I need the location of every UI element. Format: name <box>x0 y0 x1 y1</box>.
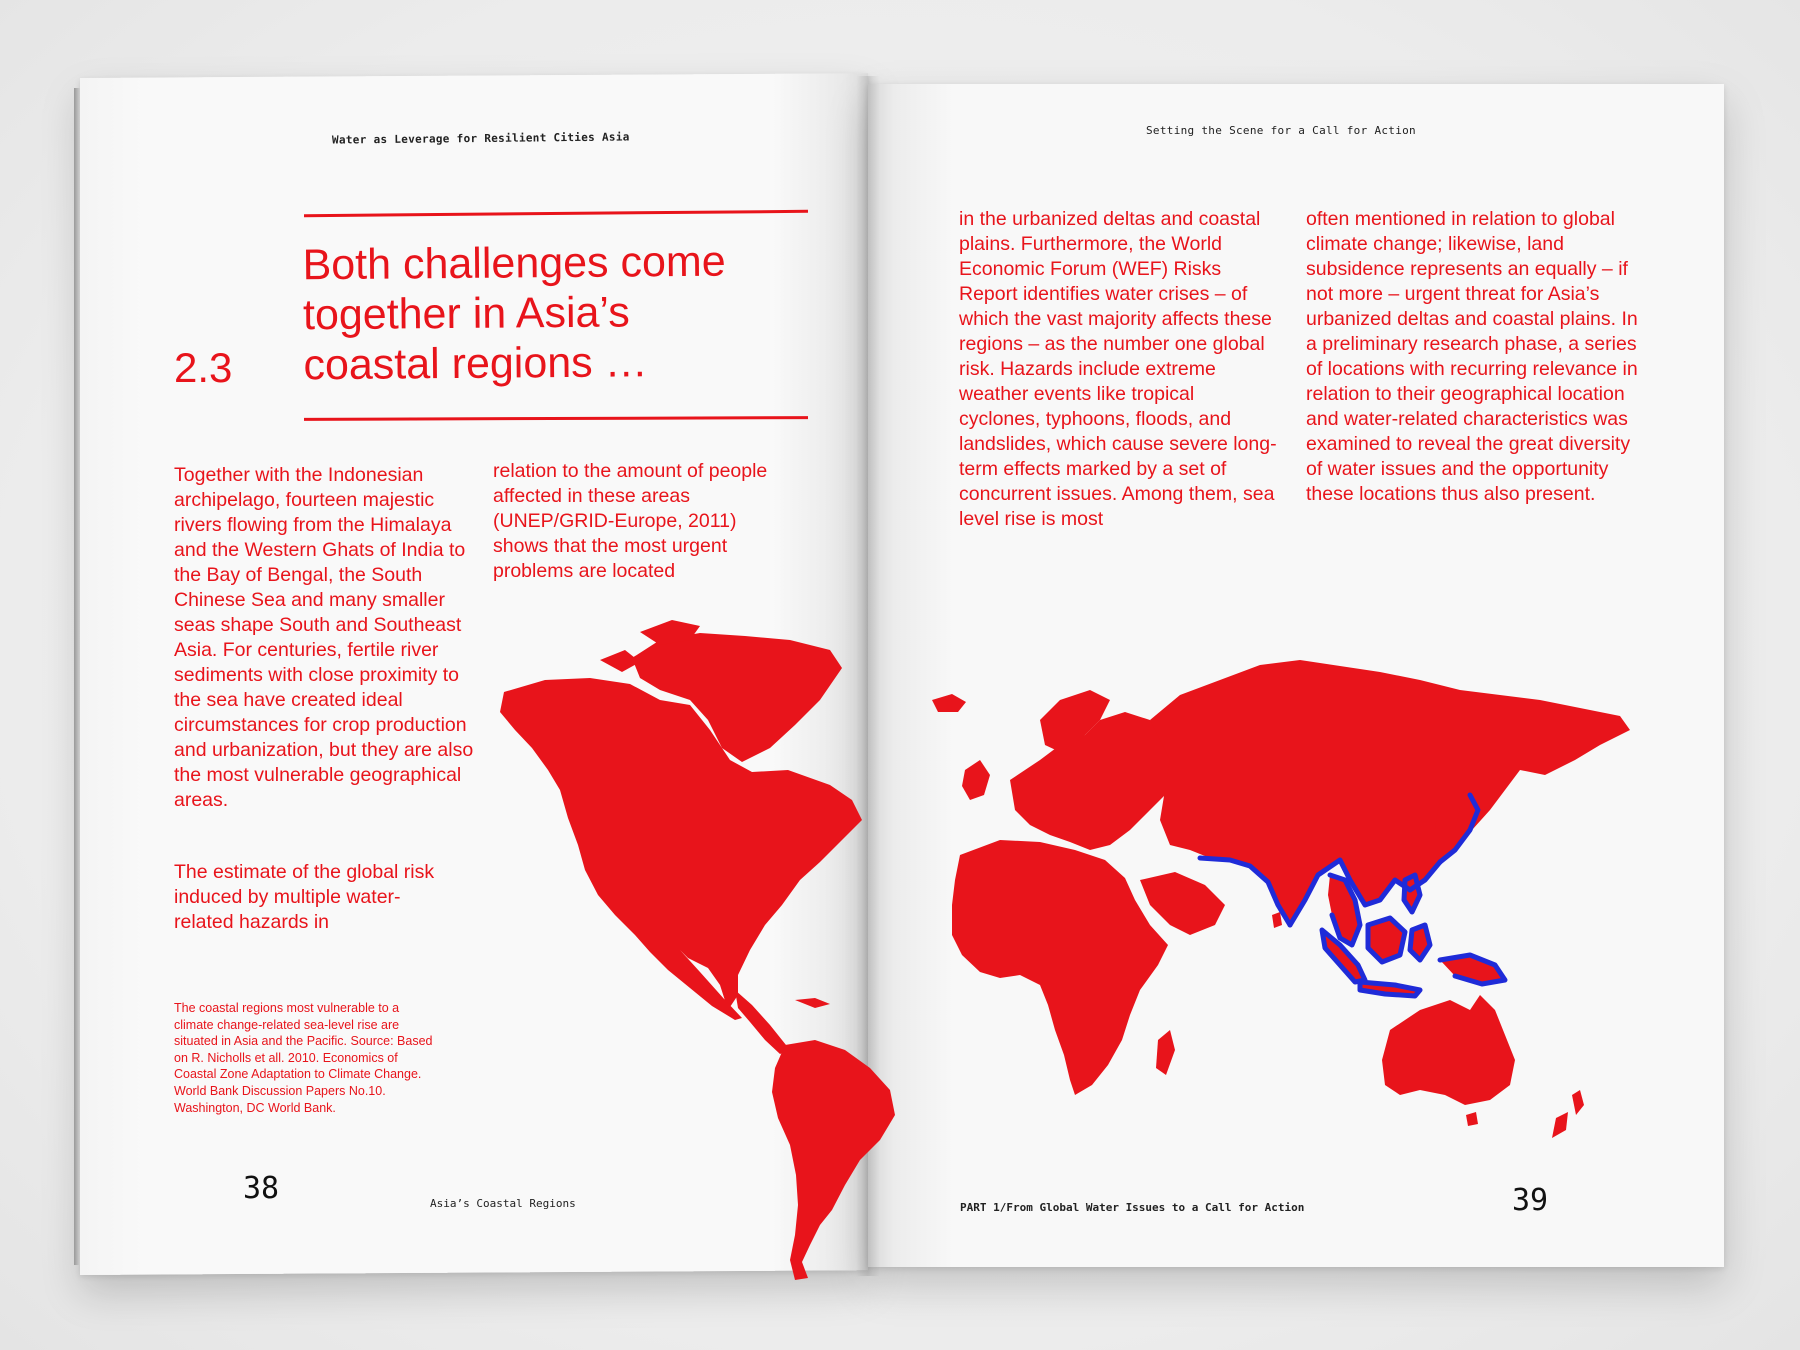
heading-line-3: coastal regions … <box>303 338 648 390</box>
right-running-head: Setting the Scene for a Call for Action <box>1146 124 1416 137</box>
left-page-number: 38 <box>243 1171 280 1206</box>
left-column-1-paragraph-1: Together with the Indonesian archipelago, fourteen majestic rivers flowing from the Himalaya and the Western Ghats of India to the Bay of Bengal, the South Chinese Sea and many smaller seas shape South and Southeast Asia. For centuries, fertile river sediments with close proximity to the sea have created ideal circumstances for crop production and urbanization, but they are also the most vulnerable geographical areas. <box>174 464 474 811</box>
left-column-2: relation to the amount of people affected in these areas (UNEP/GRID-Europe, 2011) shows that the most urgent problems are located <box>493 460 768 582</box>
right-column-2: often mentioned in relation to global climate change; likewise, land subsidence represents an equally – if not more – urgent threat for Asia’s urbanized deltas and coastal plains. In a preliminary research phase, a series of locations with recurring relevance in relation to their geographical location and water-related characteristics was examined to reveal the great diversity of water issues and the opportunity these locations thus also present. <box>1306 208 1638 505</box>
map-caption: The coastal regions most vulnerable to a climate change-related sea-level rise are situated in Asia and the Pacific. Source: Based on R. Nicholls et all. 2010. Economics of Coastal Zone Adaptation to Climate Change. World Bank Discussion Papers No.10. Washington, DC World Bank. <box>174 1001 433 1115</box>
left-footer: Asia’s Coastal Regions <box>430 1197 576 1210</box>
left-running-head: Water as Leverage for Resilient Cities Asia <box>331 130 630 147</box>
right-footer: PART 1/From Global Water Issues to a Call for Action <box>960 1201 1305 1214</box>
heading-line-1: Both challenges come <box>302 237 726 290</box>
section-heading <box>302 236 823 391</box>
right-column-1: in the urbanized deltas and coastal plains. Furthermore, the World Economic Forum (WEF) Risks Report identifies water crises – of which the vast majority affects these regions – as the number one global risk. Hazards include extreme weather events like tropical cyclones, typhoons, floods, and landslides, which cause severe long-term effects marked by a set of concurrent issues. Among them, sea level rise is most <box>959 208 1277 530</box>
section-number: 2.3 <box>174 344 233 391</box>
heading-line-2: together in Asia’s <box>302 288 630 340</box>
right-page-number: 39 <box>1512 1183 1549 1218</box>
left-column-1-paragraph-2: The estimate of the global risk induced by multiple water-related hazards in <box>174 861 435 933</box>
